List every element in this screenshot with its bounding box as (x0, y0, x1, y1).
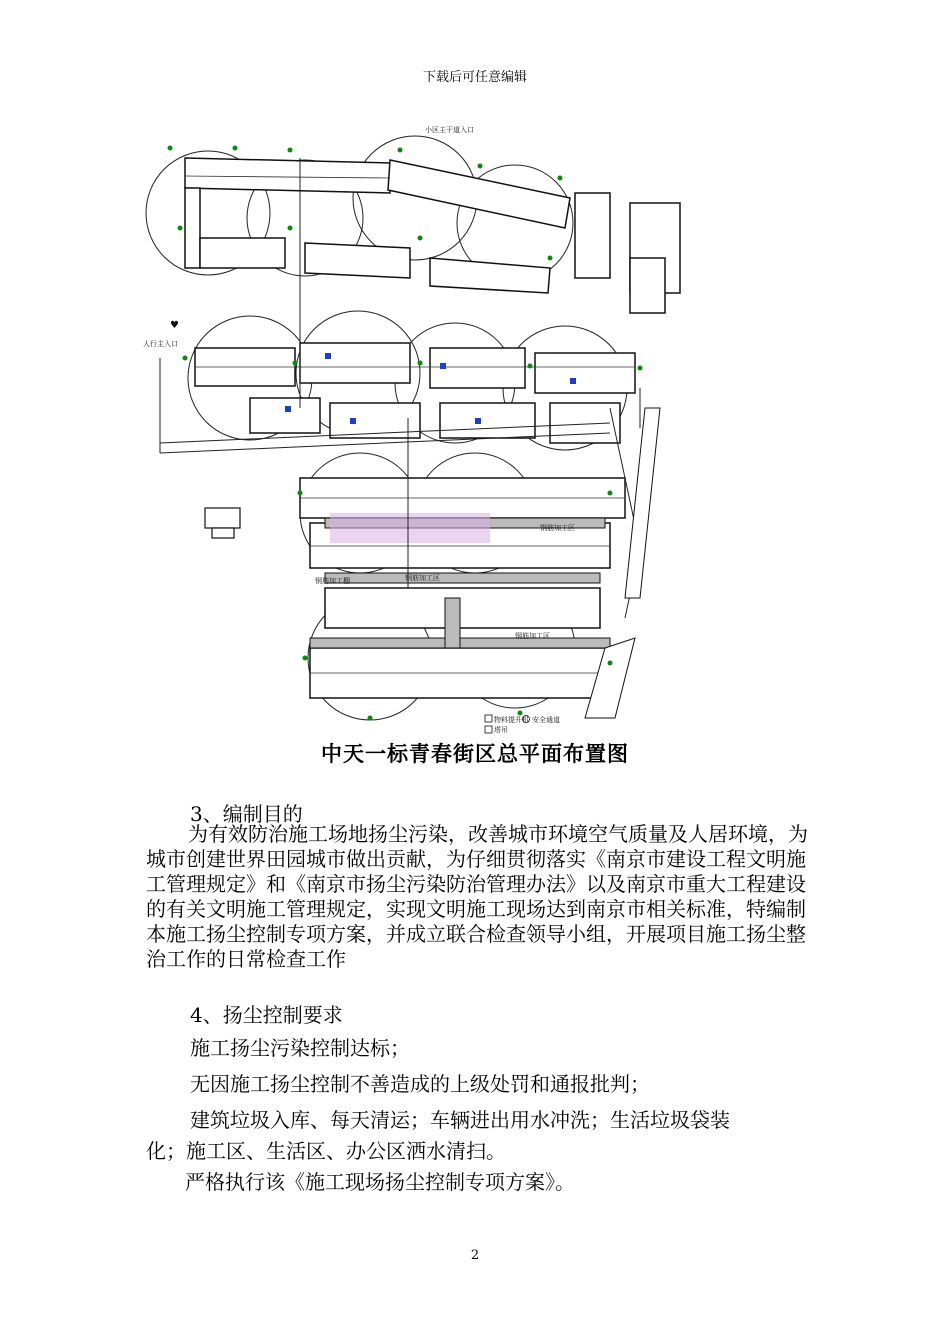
requirement-item: 化；施工区、生活区、办公区洒水清扫。 (146, 1139, 506, 1163)
label-workshop-4: 钢筋加工区 (515, 632, 550, 640)
site-plan-drawing (140, 118, 700, 738)
label-entry-left: 人行主入口 (143, 340, 178, 348)
closing-statement: 严格执行该《施工现场扬尘控制专项方案》。 (185, 1170, 575, 1194)
page-header: 下载后可任意编辑 (422, 70, 527, 85)
legend-channel: 安全通道 (532, 716, 560, 724)
label-workshop-1: 钢筋加工棚 (315, 577, 350, 585)
label-workshop-2: 钢筋加工区 (405, 574, 440, 582)
requirement-item: 无因施工扬尘控制不善造成的上级处罚和通报批判； (190, 1072, 650, 1096)
section-4-heading: 4、扬尘控制要求 (190, 1003, 343, 1027)
section-3-heading: 3、编制目的 (190, 802, 303, 826)
legend-hoist: 物料提升机 (494, 716, 529, 724)
requirement-item: 施工扬尘污染控制达标； (190, 1036, 410, 1060)
page-number: 2 (470, 1248, 480, 1263)
label-entry-top: 小区主干道入口 (425, 126, 474, 134)
legend-crane: 塔吊 (494, 726, 508, 734)
plan-title: 中天一标青春街区总平面布置图 (321, 742, 629, 766)
requirement-item: 建筑垃圾入库、每天清运；车辆进出用水冲洗；生活垃圾袋装 (190, 1108, 730, 1132)
section-3-body: 为有效防治施工场地扬尘污染，改善城市环境空气质量及人居环境，为城市创建世界田园城市做出贡献，为仔细贯彻落实《南京市建设工程文明施工管理规定》和《南京市扬尘污染防治管理办法》以及南京市重大工程建设的有关文明施工管理规定，实现文明施工现场达到南京市相关标准，特编制本施工扬尘控制专项方案，并成立联合检查领导小组，开展项目施工扬尘整治工作的日常检查工作 (146, 822, 808, 971)
label-workshop-3: 钢筋加工区 (540, 524, 575, 532)
svg-text:♥: ♥ (170, 320, 179, 331)
